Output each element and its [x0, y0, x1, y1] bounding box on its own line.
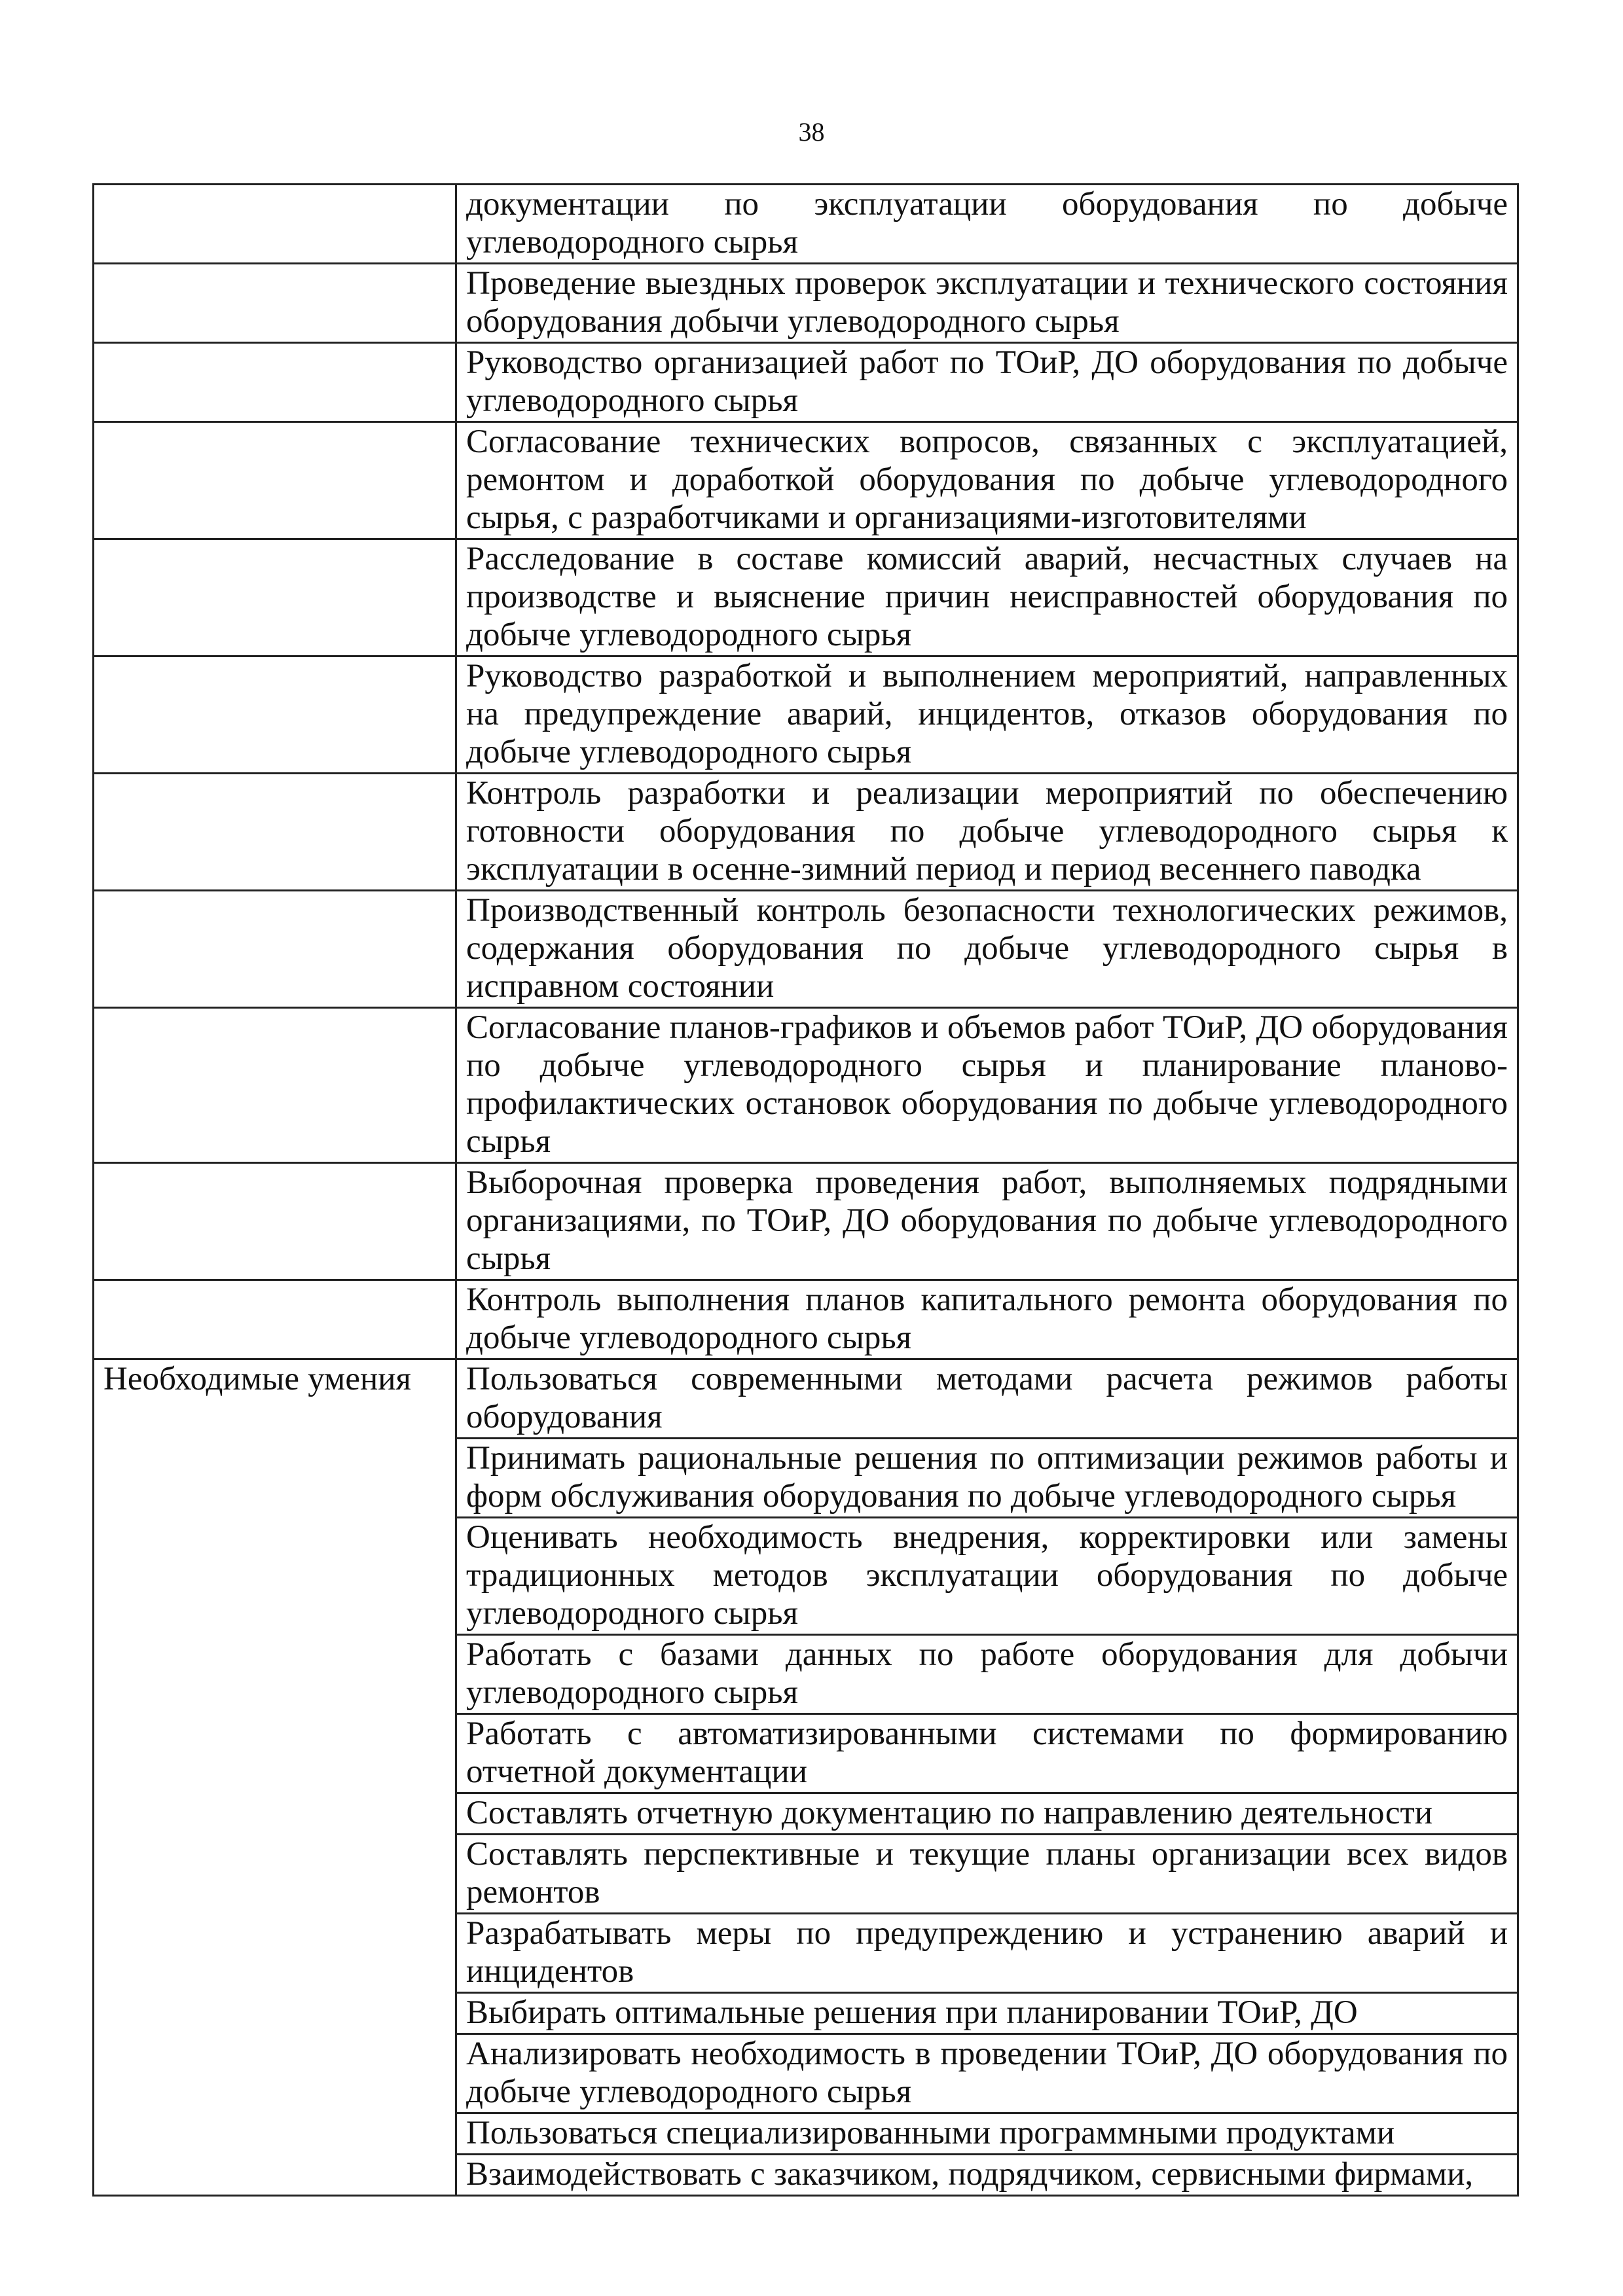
competency-table [92, 183, 1519, 2197]
table-cell-item: Работать с автоматизированными системами по формированию отчетной документации [456, 1714, 1518, 1793]
table-cell-item: Разрабатывать меры по предупреждению и устранению аварий и инцидентов [456, 1914, 1518, 1993]
table-cell-item: Контроль разработки и реализации мероприятий по обеспечению готовности оборудования по добыче углеводородного сырья к эксплуатации в осенне-зимний период и период весеннего паводка [456, 774, 1518, 891]
table-row [94, 422, 1518, 539]
table-row [94, 1359, 1518, 1439]
table-cell-item: документации по эксплуатации оборудования по добыче углеводородного сырья [456, 185, 1518, 264]
row-label-empty [94, 185, 456, 264]
table-cell-item: Оценивать необходимость внедрения, корректировки или замены традиционных методов эксплуатации оборудования по добыче углеводородного сырья [456, 1518, 1518, 1635]
table-cell-item: Пользоваться специализированными программными продуктами [456, 2113, 1518, 2155]
table-cell-item: Составлять отчетную документацию по направлению деятельности [456, 1793, 1518, 1835]
table-cell-item: Согласование планов-графиков и объемов работ ТОиР, ДО оборудования по добыче углеводородного сырья и планирование планово-профилактических остановок оборудования по добыче углеводородного сырья [456, 1008, 1518, 1163]
page-number: 38 [798, 117, 825, 147]
table-row [94, 891, 1518, 1008]
table-cell-item: Выборочная проверка проведения работ, выполняемых подрядными организациями, по ТОиР, ДО оборудования по добыче углеводородного сырья [456, 1163, 1518, 1280]
table-cell-item: Проведение выездных проверок эксплуатации и технического состояния оборудования добычи углеводородного сырья [456, 264, 1518, 343]
table-cell-item: Выбирать оптимальные решения при планировании ТОиР, ДО [456, 1993, 1518, 2034]
table-cell-item: Производственный контроль безопасности технологических режимов, содержания оборудования по добыче углеводородного сырья в исправном состоянии [456, 891, 1518, 1008]
table-row [94, 264, 1518, 343]
table-row [94, 1280, 1518, 1359]
table-cell-item: Контроль выполнения планов капитального ремонта оборудования по добыче углеводородного сырья [456, 1280, 1518, 1359]
table-cell-item: Взаимодействовать с заказчиком, подрядчиком, сервисными фирмами, [456, 2155, 1518, 2196]
table-cell-item: Составлять перспективные и текущие планы организации всех видов ремонтов [456, 1835, 1518, 1914]
table-row [94, 1008, 1518, 1163]
table-cell-item: Работать с базами данных по работе оборудования для добычи углеводородного сырья [456, 1635, 1518, 1714]
table-cell-item: Согласование технических вопросов, связанных с эксплуатацией, ремонтом и доработкой оборудования по добыче углеводородного сырья, с разработчиками и организациями-изготовителями [456, 422, 1518, 539]
table-row [94, 185, 1518, 264]
table-cell-item: Расследование в составе комиссий аварий, несчастных случаев на производстве и выяснение причин неисправностей оборудования по добыче углеводородного сырья [456, 539, 1518, 656]
table-cell-item: Руководство организацией работ по ТОиР, ДО оборудования по добыче углеводородного сырья [456, 343, 1518, 422]
table-cell-item: Пользоваться современными методами расчета режимов работы оборудования [456, 1359, 1518, 1439]
table-cell-item: Руководство разработкой и выполнением мероприятий, направленных на предупреждение аварий, инцидентов, отказов оборудования по добыче углеводородного сырья [456, 656, 1518, 774]
table-row [94, 539, 1518, 656]
row-label-skills: Необходимые умения [94, 1359, 456, 2196]
table-row [94, 343, 1518, 422]
table-row [94, 1163, 1518, 1280]
table-row [94, 656, 1518, 774]
table-row [94, 774, 1518, 891]
table-cell-item: Анализировать необходимость в проведении ТОиР, ДО оборудования по добыче углеводородного сырья [456, 2034, 1518, 2113]
table-cell-item: Принимать рациональные решения по оптимизации режимов работы и форм обслуживания оборудования по добыче углеводородного сырья [456, 1439, 1518, 1518]
